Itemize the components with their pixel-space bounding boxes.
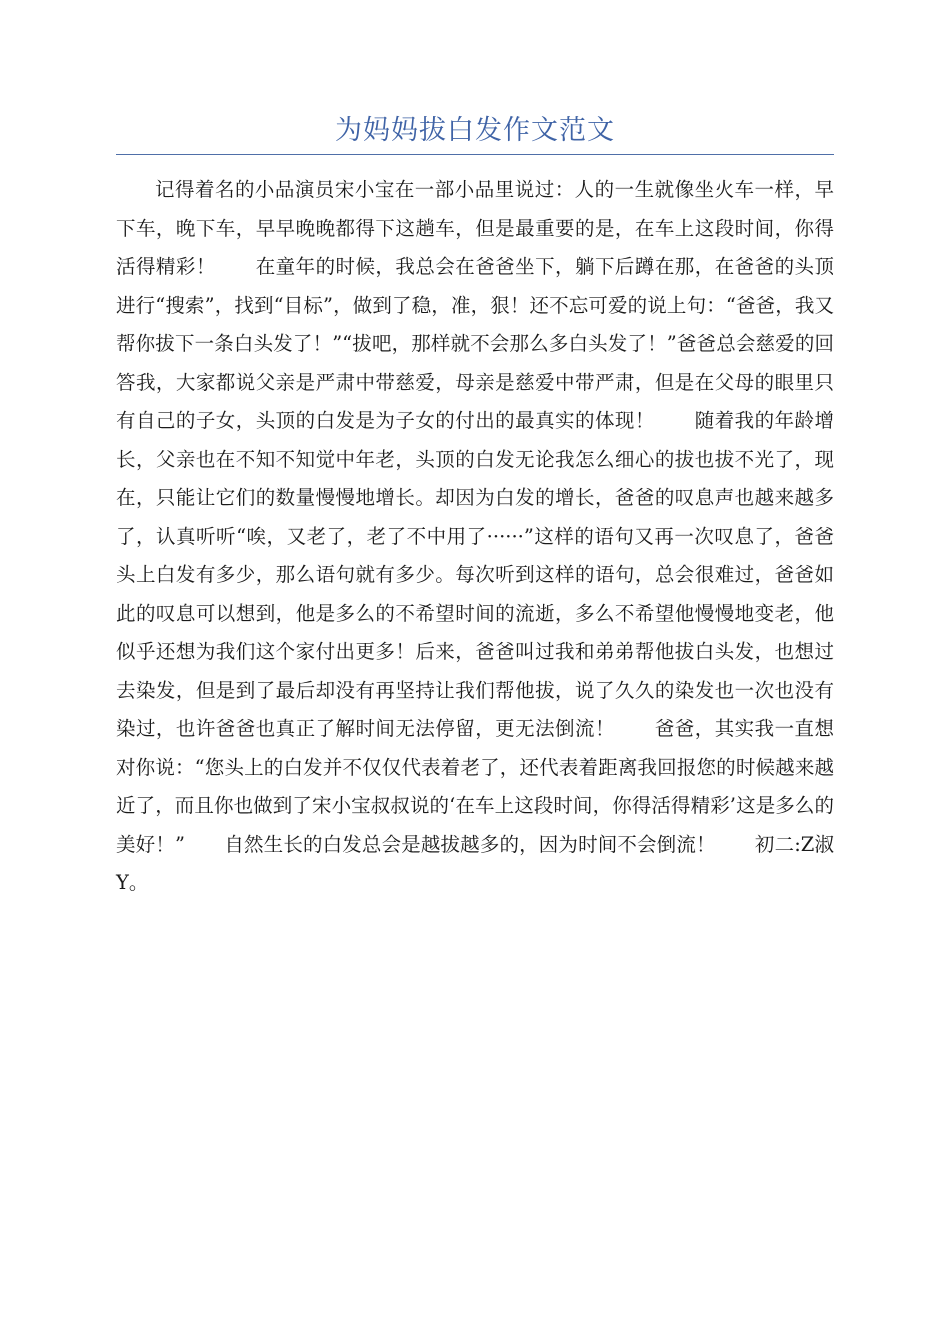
essay-body: 记得着名的小品演员宋小宝在一部小品里说过：人的一生就像坐火车一样，早下车，晚下车，早早晚晚都得下这趟车，但是最重要的是，在车上这段时间，你得活得精彩！ 在童年的时候，我总会在爸爸坐下，躺下后蹲在那，在爸爸的头顶进行“搜索”，找到“目标”，做到了稳，准，狠！还不忘可爱的说上句：“爸爸，我又帮你拔下一条白头发了！”“拔吧，那样就不会那么多白头发了！”爸爸总会慈爱的回答我，大家都说父亲是严肃中带慈爱，母亲是慈爱中带严肃，但是在父母的眼里只有自己的子女，头顶的白发是为子女的付出的最真实的体现！ 随着我的年龄增长，父亲也在不知不知觉中年老，头顶的白发无论我怎么细心的拔也拔不光了，现在，只能让它们的数量慢慢地增长。却因为白发的增长，爸爸的叹息声也越来越多了，认真听听“唉，又老了，老了不中用了······”这样的语句又再一次叹息了，爸爸头上白发有多少，那么语句就有多少。每次听到这样的语句，总会很难过，爸爸如此的叹息可以想到，他是多么的不希望时间的流逝，多么不希望他慢慢地变老，他似乎还想为我们这个家付出更多！后来，爸爸叫过我和弟弟帮他拔白头发，也想过去染发，但是到了最后却没有再坚持让我们帮他拔，说了久久的染发也一次也没有染过，也许爸爸也真正了解时间无法停留，更无法倒流！ 爸爸，其实我一直想对你说：“您头上的白发并不仅仅代表着老了，还代表着距离我回报您的时候越来越近了，而且你也做到了宋小宝叔叔说的‘在车上这段时间，你得活得精彩’这是多么的美好！” 自然生长的白发总会是越拔越多的，因为时间不会倒流！ 初二:Z淑Y。 [116, 178, 834, 894]
document-title: 为妈妈拔白发作文范文 [335, 115, 615, 146]
title-block [116, 112, 834, 155]
